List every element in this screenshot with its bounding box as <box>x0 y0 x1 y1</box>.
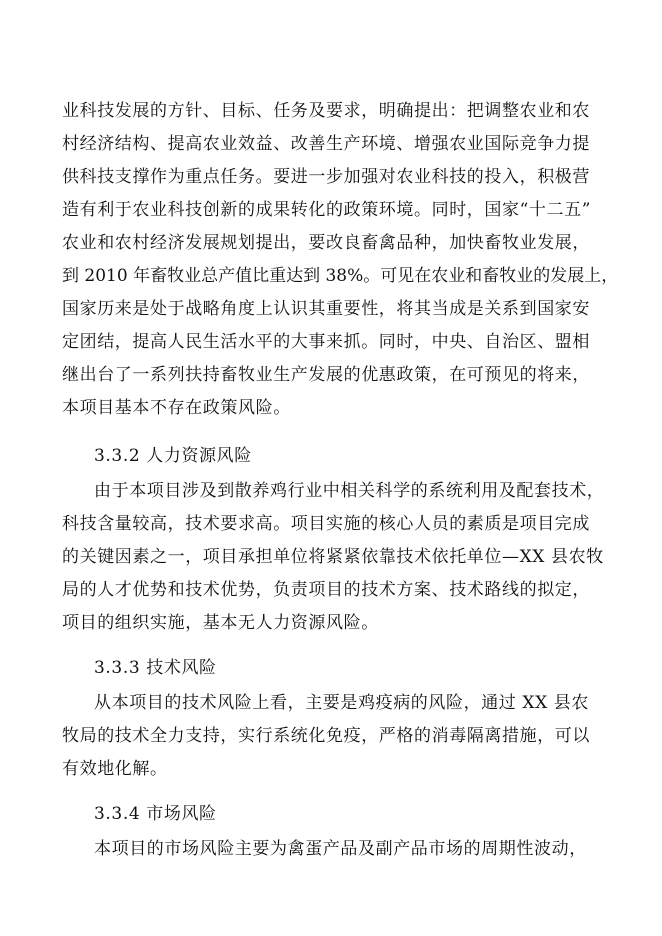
text-line: 牧局的技术全力支持，实行系统化免疫，严格的消毒隔离措施，可以 <box>62 726 590 746</box>
section-heading-market-risk: 3.3.4 市场风险 <box>94 804 217 824</box>
text-line: 本项目的市场风险主要为禽蛋产品及副产品市场的周期性波动， <box>94 839 587 859</box>
text-line: 科技含量较高，技术要求高。项目实施的核心人员的素质是项目完成 <box>62 514 590 534</box>
text-line: 到 2010 年畜牧业总产值比重达到 38%。可见在农业和畜牧业的发展上， <box>62 266 619 286</box>
text-line: 由于本项目涉及到散养鸡行业中相关科学的系统利用及配套技术， <box>94 481 605 501</box>
text-line: 有效地化解。 <box>62 759 168 779</box>
text-line: 村经济结构、提高农业效益、改善生产环境、增强农业国际竞争力提 <box>62 134 590 154</box>
text-line: 业科技发展的方针、目标、任务及要求，明确提出：把调整农业和农 <box>62 101 590 121</box>
text-line: 供科技支撑作为重点任务。要进一步加强对农业科技的投入，积极营 <box>62 167 590 187</box>
text-line: 农业和农村经济发展规划提出，要改良畜禽品种，加快畜牧业发展， <box>62 233 590 253</box>
text-line: 定团结，提高人民生活水平的大事来抓。同时，中央、自治区、盟相 <box>62 332 590 352</box>
text-line: 国家历来是处于战略角度上认识其重要性，将其当成是关系到国家安 <box>62 299 590 319</box>
text-line: 继出台了一系列扶持畜牧业生产发展的优惠政策，在可预见的将来， <box>62 365 590 385</box>
text-line: 的关键因素之一，项目承担单位将紧紧依靠技术依托单位—XX 县农牧 <box>62 547 604 567</box>
section-heading-hr-risk: 3.3.2 人力资源风险 <box>94 446 252 466</box>
text-line: 项目的组织实施，基本无人力资源风险。 <box>62 613 379 633</box>
text-line: 本项目基本不存在政策风险。 <box>62 398 291 418</box>
section-heading-tech-risk: 3.3.3 技术风险 <box>94 658 217 678</box>
text-line: 局的人才优势和技术优势，负责项目的技术方案、技术路线的拟定， <box>62 580 590 600</box>
text-line: 造有利于农业科技创新的成果转化的政策环境。同时，国家“十二五” <box>62 200 591 220</box>
text-line: 从本项目的技术风险上看，主要是鸡疫病的风险，通过 XX 县农 <box>94 693 590 713</box>
